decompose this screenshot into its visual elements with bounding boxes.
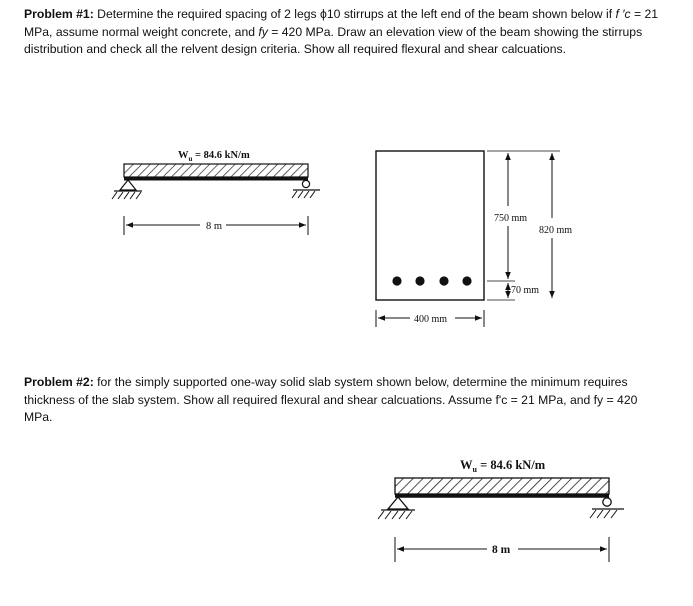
problem-1-text-part: MPa, assume normal weight concrete, and xyxy=(24,24,259,39)
rebar xyxy=(415,276,424,285)
span-label-1: 8 m xyxy=(206,221,223,232)
cover-label: 70 mm xyxy=(511,285,540,296)
phi-symbol: ϕ xyxy=(320,7,327,21)
pin-support-1 xyxy=(120,180,136,190)
roller-support-2 xyxy=(603,498,611,506)
problem-2-label: Problem #2: xyxy=(24,375,94,389)
roller-support-1 xyxy=(302,180,309,187)
width-label: 400 mm xyxy=(414,314,448,325)
problem-1-label: Problem #1: xyxy=(24,7,94,21)
fy-symbol: fy xyxy=(258,24,268,39)
distributed-load-1 xyxy=(124,164,308,177)
span-label-2: 8 m xyxy=(492,544,511,556)
rebar xyxy=(439,276,448,285)
problem-1-text-part: = 420 MPa. Draw an elevation view of the beam showing the stirrups xyxy=(267,24,643,39)
beam-diagram-2 xyxy=(378,458,624,562)
problem-1-text-part: 10 stirrups at the left end of the beam shown below if xyxy=(326,7,616,21)
rebar xyxy=(392,276,401,285)
problem-2-text-part: for the simply supported one-way solid slab system shown below, determine the minimum requires xyxy=(93,375,628,389)
problem-1-line-3: distribution and check all the relvent design criteria. Show all required flexural and shear calcuations. xyxy=(24,42,566,56)
depth-label: 750 mm xyxy=(494,213,528,224)
pin-support-2 xyxy=(388,497,408,509)
height-label: 820 mm xyxy=(539,225,573,236)
rebar xyxy=(462,276,471,285)
beam-diagram-1 xyxy=(112,150,320,235)
problem-1-text-part: Determine the required spacing of 2 legs xyxy=(93,7,321,21)
fc-symbol: f ′c xyxy=(615,7,631,21)
cross-section xyxy=(376,151,572,327)
problem-2-line-3: MPa. xyxy=(24,410,53,424)
load-label-2: $W_u = 84.6$ kN/m xyxy=(460,458,546,474)
problem-1-text-part: = 21 xyxy=(630,7,659,21)
problem-2-line-2: thickness of the slab system. Show all required flexural and shear calcuations. Assume f'c = 21 MPa, and fy = 420 xyxy=(24,392,638,407)
distributed-load-2 xyxy=(395,478,609,494)
load-label-1: $W_u = 84.6$ kN/m xyxy=(178,150,250,163)
